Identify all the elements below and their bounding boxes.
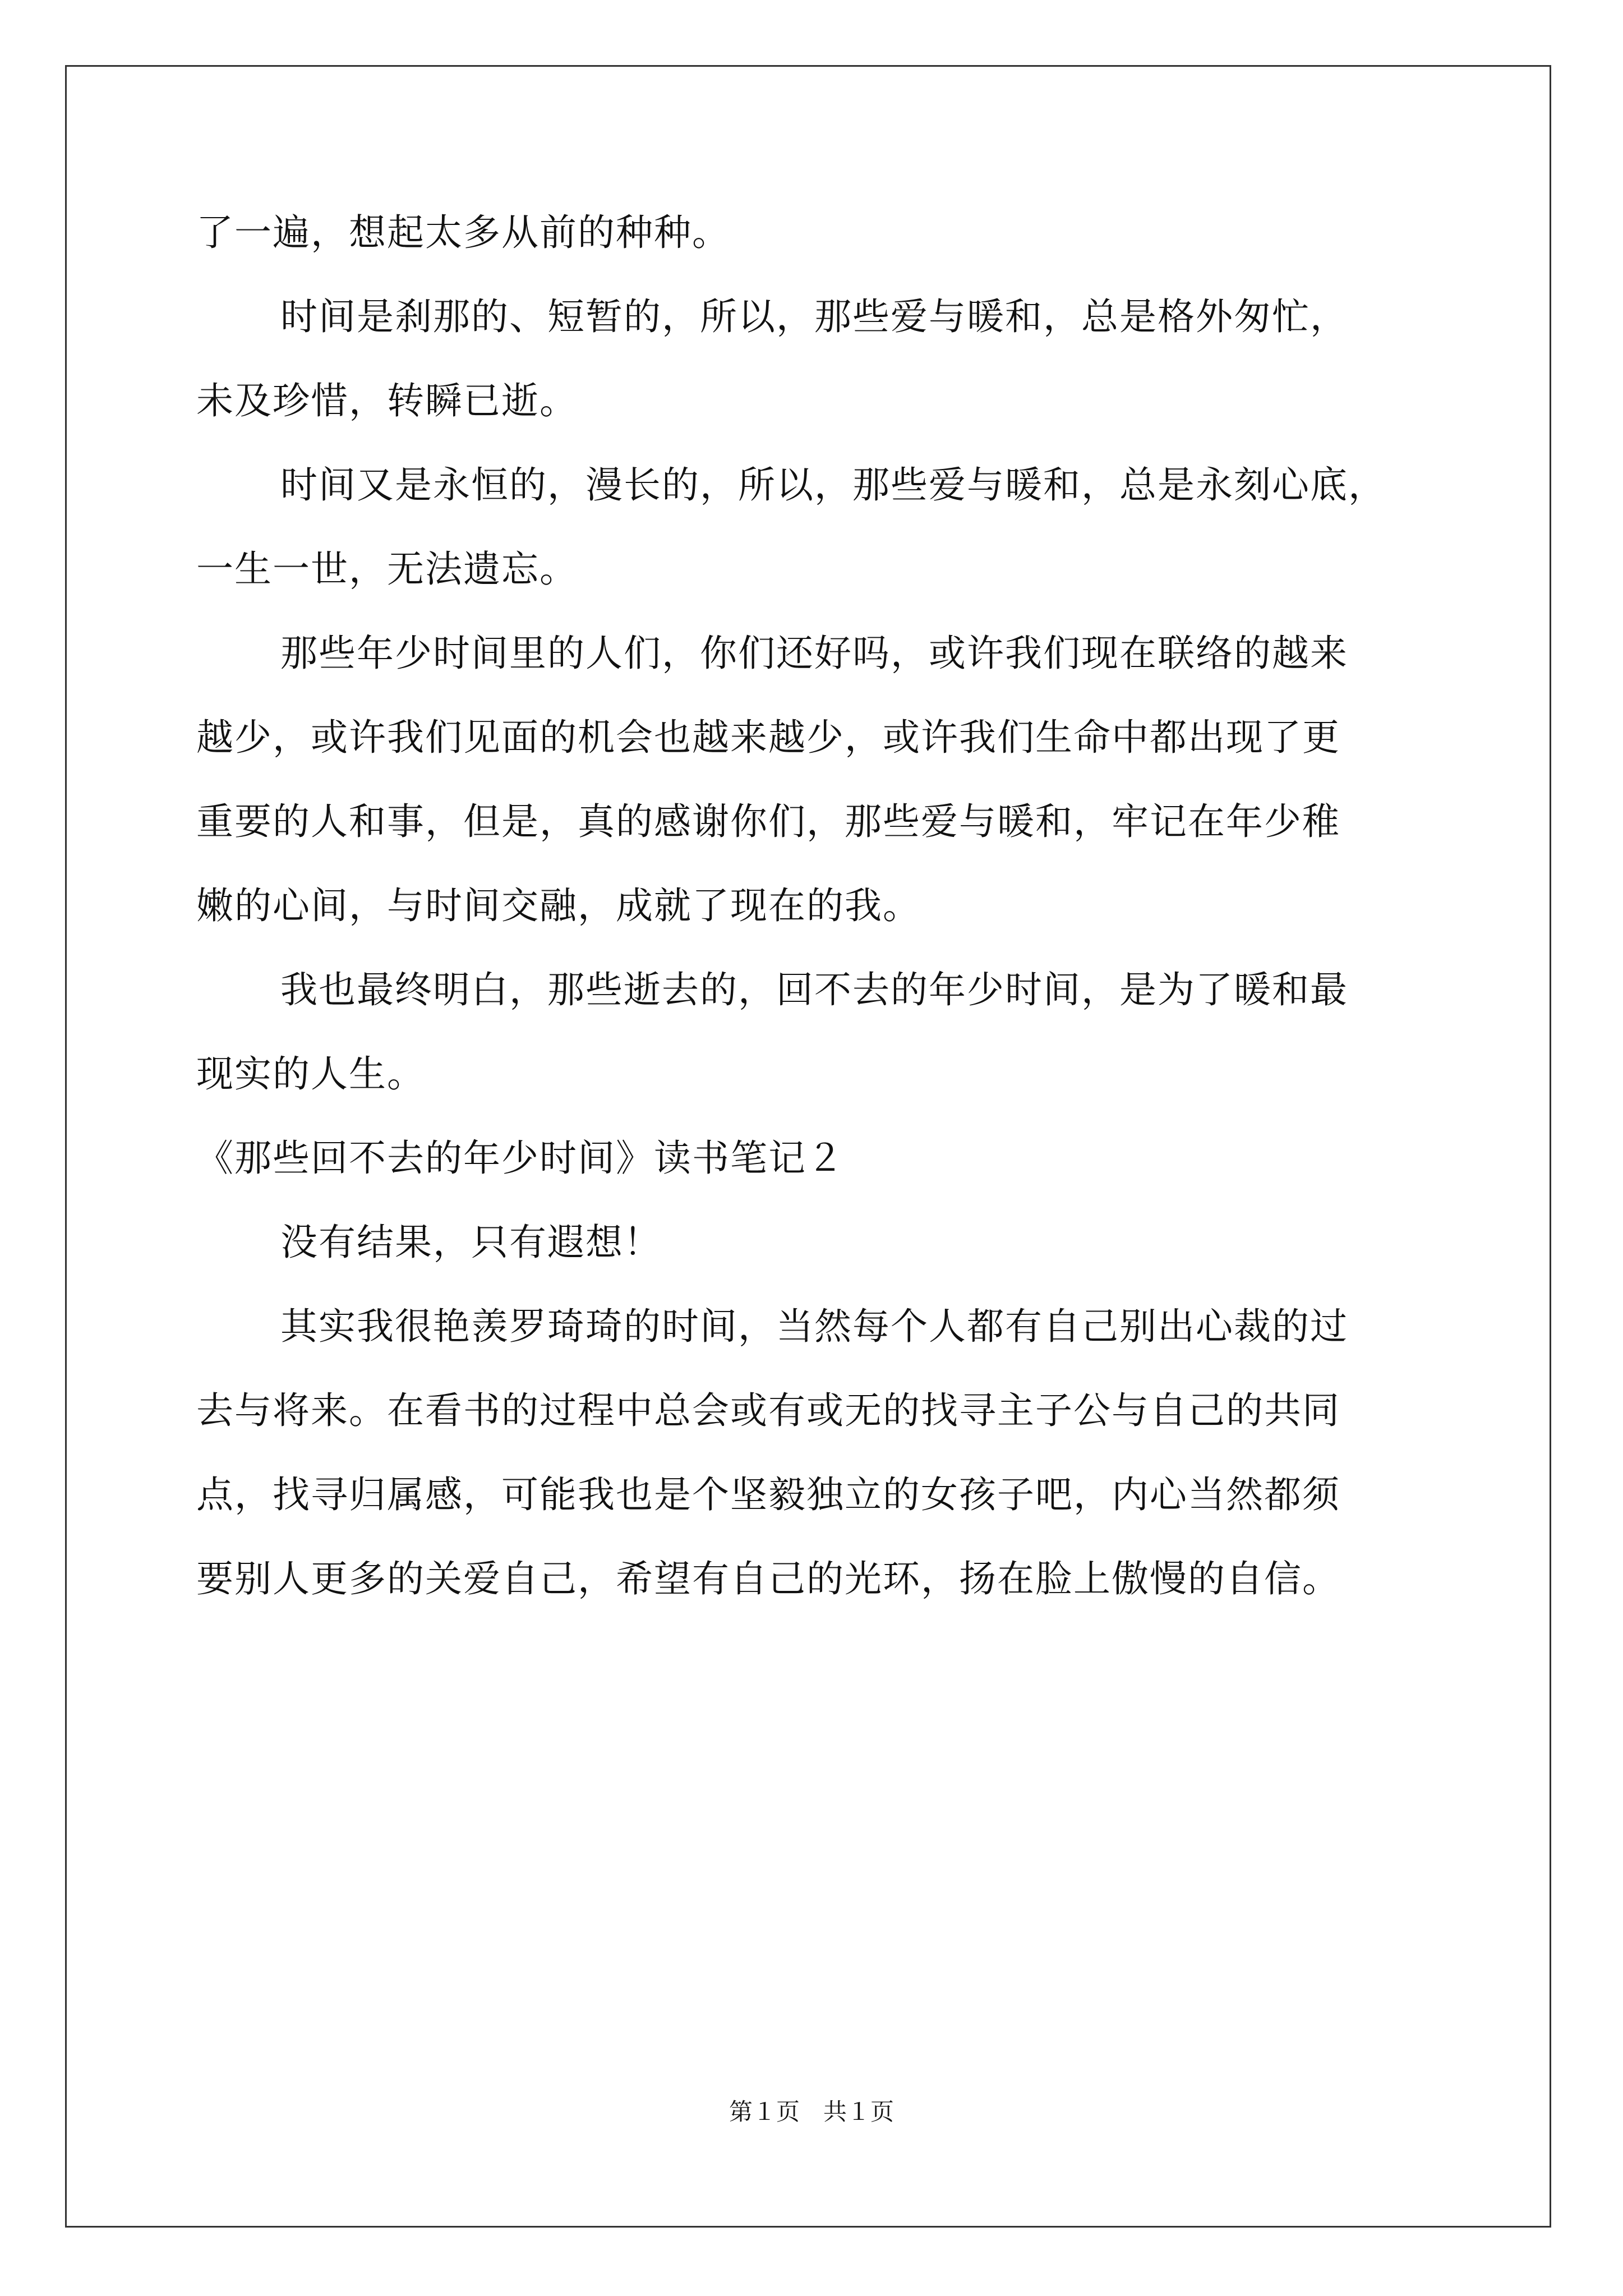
text-line: 去与将来。在看书的过程中总会或有或无的找寻主子公与自己的共同: [196, 1389, 1340, 1432]
text-line: 现实的人生。: [196, 1052, 425, 1096]
text-line: 没有结果，只有遐想！: [280, 1221, 662, 1264]
text-line: 越少，或许我们见面的机会也越来越少，或许我们生命中都出现了更: [196, 716, 1340, 759]
text-line: 要别人更多的关爱自己，希望有自己的光环，扬在脸上傲慢的自信。: [196, 1557, 1340, 1600]
text-line: 了一遍，想起太多从前的种种。: [196, 211, 730, 254]
text-line: 时间是刹那的、短暂的，所以，那些爱与暖和，总是格外匆忙，: [280, 295, 1348, 338]
text-line: 一生一世，无法遗忘。: [196, 547, 578, 591]
text-line: 我也最终明白，那些逝去的，回不去的年少时间，是为了暖和最: [280, 968, 1348, 1011]
section-heading: 《那些回不去的年少时间》读书笔记２: [196, 1137, 845, 1180]
text-line: 未及珍惜，转瞬已逝。: [196, 379, 578, 422]
text-line: 其实我很艳羡罗琦琦的时间，当然每个人都有自己别出心裁的过: [280, 1305, 1348, 1348]
text-line: 时间又是永恒的，漫长的，所以，那些爱与暖和，总是永刻心底，: [280, 463, 1386, 507]
page-footer: 第１页 共１页: [728, 2098, 894, 2125]
text-line: 那些年少时间里的人们，你们还好吗，或许我们现在联络的越来: [280, 632, 1348, 675]
text-line: 重要的人和事，但是，真的感谢你们，那些爱与暖和，牢记在年少稚: [196, 800, 1340, 843]
text-line: 点，找寻归属感，可能我也是个坚毅独立的女孩子吧，内心当然都须: [196, 1473, 1340, 1516]
text-line: 嫩的心间，与时间交融，成就了现在的我。: [196, 884, 921, 927]
